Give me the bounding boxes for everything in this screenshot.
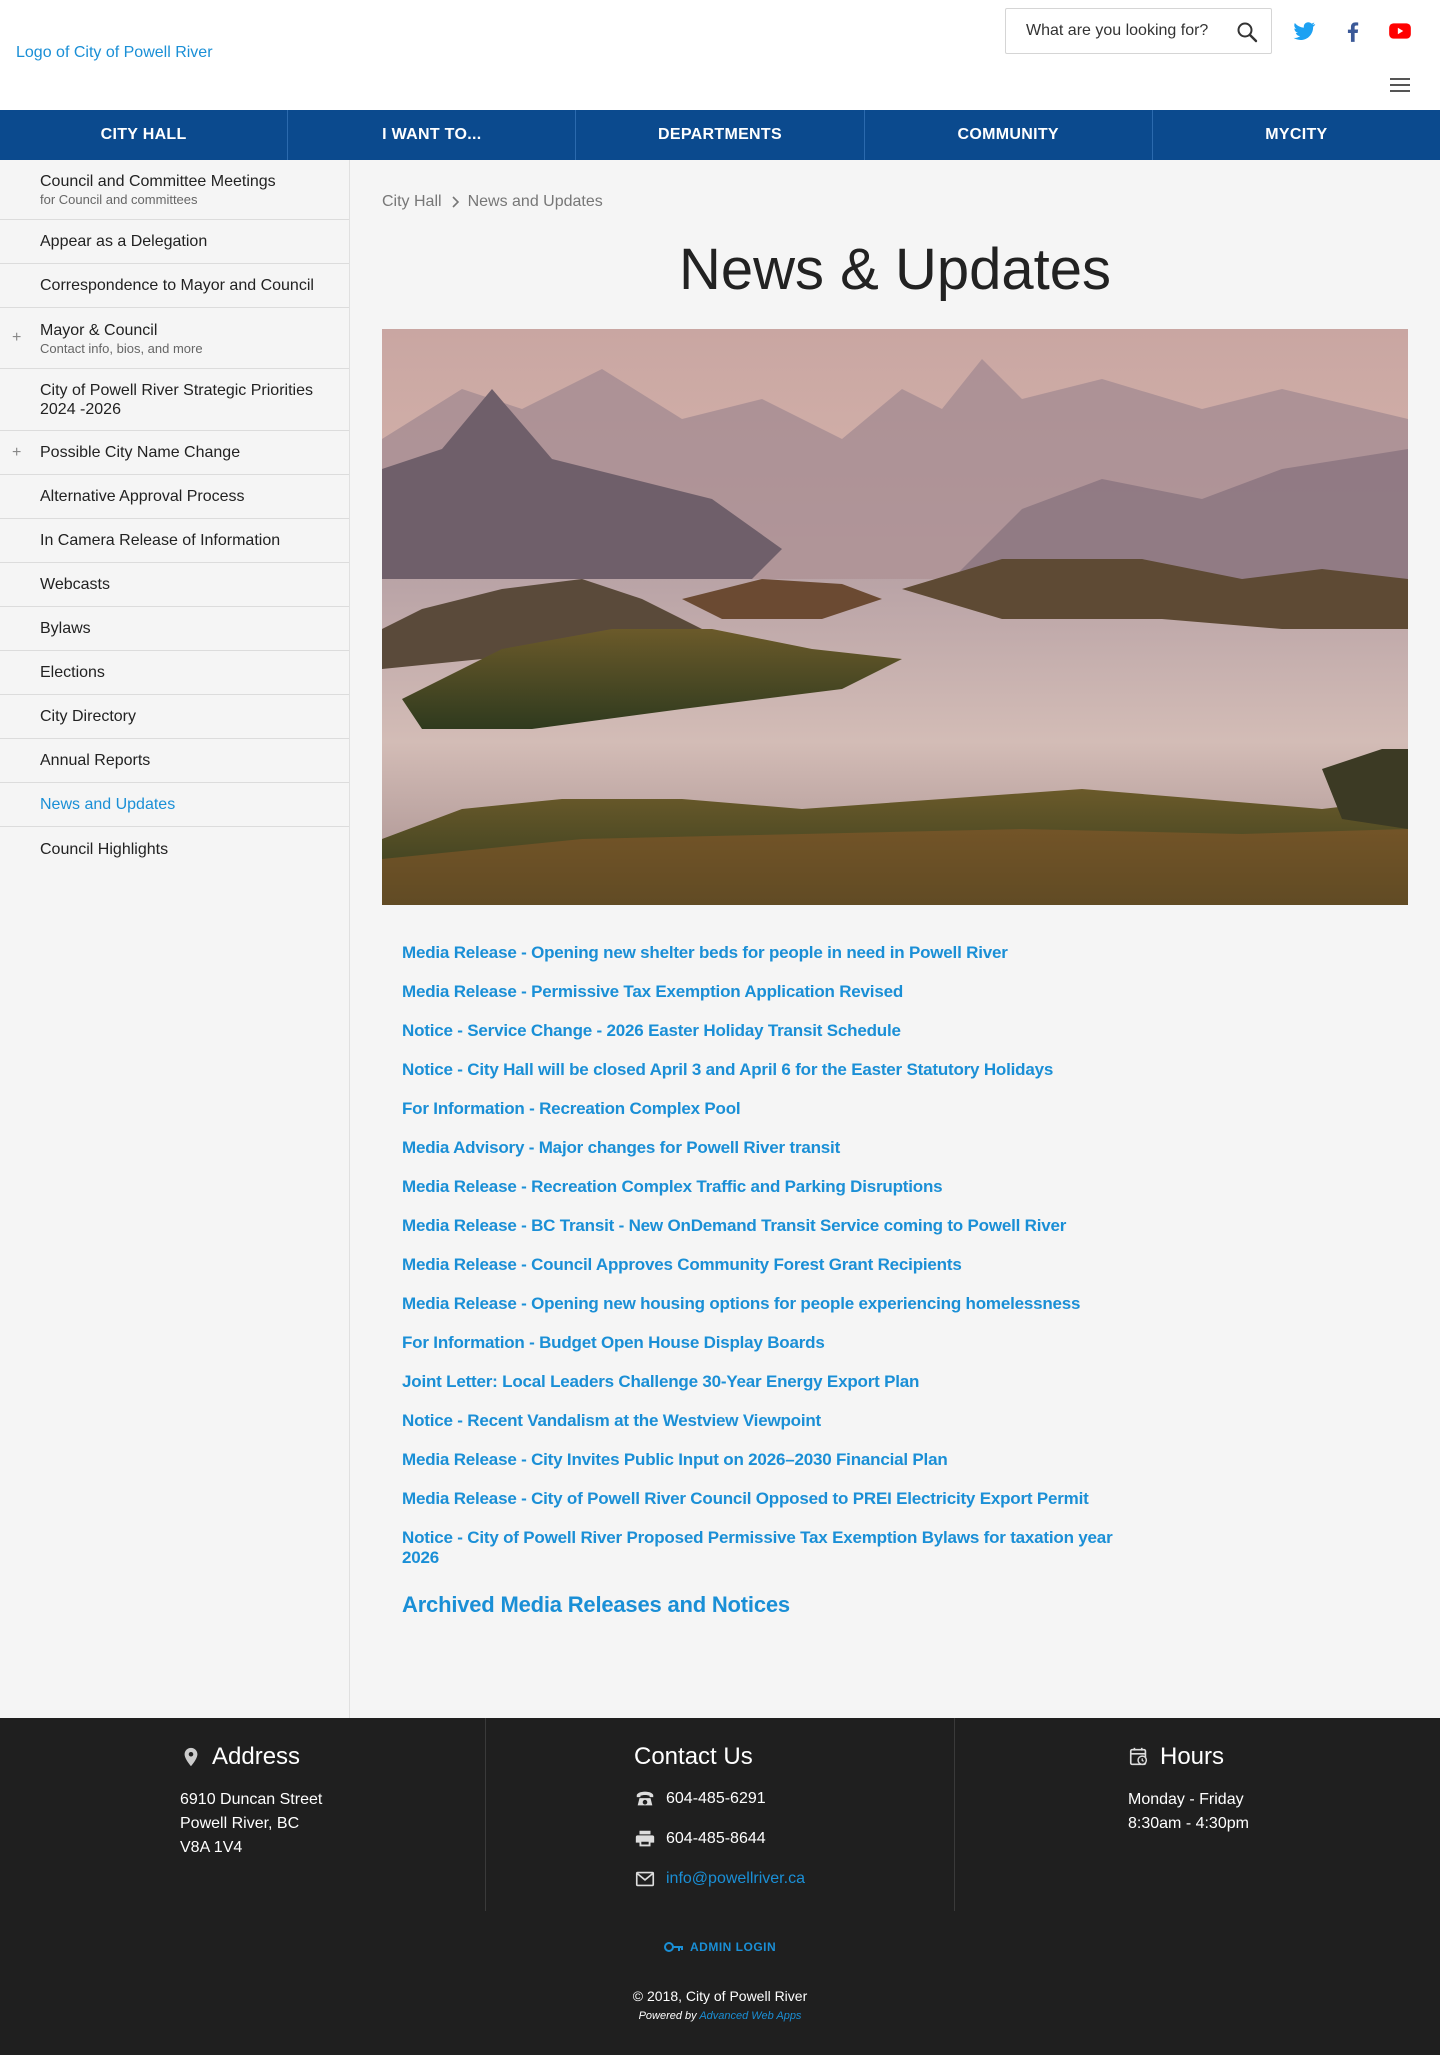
news-link[interactable]: Notice - Recent Vandalism at the Westview Viewpoint (402, 1411, 822, 1430)
news-link[interactable]: Notice - City of Powell River Proposed Permissive Tax Exemption Bylaws for taxation year 2026 (402, 1528, 1113, 1567)
sidebar-item-label: Council Highlights (40, 840, 169, 858)
map-pin-icon (180, 1746, 202, 1768)
news-link[interactable]: Joint Letter: Local Leaders Challenge 30-Year Energy Export Plan (402, 1372, 920, 1391)
hero-image (382, 329, 1408, 905)
email-link[interactable]: info@powellriver.ca (666, 1870, 805, 1887)
news-link[interactable]: Media Release - City Invites Public Input on 2026–2030 Financial Plan (402, 1450, 948, 1469)
sidebar-item-correspondence[interactable] (0, 264, 349, 308)
nav-community[interactable]: COMMUNITY (865, 110, 1153, 160)
address-line1: 6910 Duncan Street (180, 1791, 323, 1808)
sidebar-item-mayor-council[interactable] (0, 308, 349, 369)
site-header (0, 0, 1440, 110)
news-link[interactable]: Media Advisory - Major changes for Powell River transit (402, 1138, 841, 1157)
sidebar-item-in-camera[interactable] (0, 519, 349, 563)
sidebar-item-city-directory[interactable] (0, 695, 349, 739)
key-icon (664, 1941, 684, 1953)
sidebar (0, 160, 350, 1718)
news-link[interactable]: For Information - Recreation Complex Pool (402, 1099, 741, 1118)
footer-email (634, 1866, 954, 1892)
sidebar-item-sub: for Council and committees (40, 192, 198, 207)
sidebar-item-label: Webcasts (40, 576, 110, 593)
page-title: News & Updates (679, 237, 1111, 302)
news-link[interactable]: Media Release - Opening new housing options for people experiencing homelessness (402, 1294, 1081, 1313)
sidebar-item-label: Alternative Approval Process (40, 488, 245, 505)
sidebar-item-label: City Directory (40, 708, 137, 725)
search-box (1005, 8, 1272, 54)
hours-time: 8:30am - 4:30pm (1128, 1815, 1249, 1832)
breadcrumb (382, 192, 1408, 212)
footer-hours-heading (1128, 1742, 1440, 1772)
sidebar-item-sub: Contact info, bios, and more (40, 340, 203, 356)
site-footer (0, 1718, 1440, 2055)
news-link[interactable]: Media Release - BC Transit - New OnDemand Transit Service coming to Powell River (402, 1216, 1067, 1235)
sidebar-item-webcasts[interactable] (0, 563, 349, 607)
footer-address-text (180, 1788, 485, 1860)
news-link[interactable]: Media Release - Permissive Tax Exemption Application Revised (402, 982, 904, 1001)
sidebar-item-label: Elections (40, 664, 105, 681)
news-link[interactable]: Notice - Service Change - 2026 Easter Holiday Transit Schedule (402, 1021, 901, 1040)
archived-link[interactable]: Archived Media Releases and Notices (402, 1592, 790, 1617)
admin-login-link[interactable] (664, 1940, 776, 1954)
news-link[interactable]: Media Release - Opening new shelter beds for people in need in Powell River (402, 943, 1008, 962)
expand-plus-icon[interactable]: + (12, 329, 22, 346)
menu-icon[interactable] (1390, 78, 1410, 92)
sidebar-item-label: Mayor & Council (40, 321, 158, 339)
sidebar-item-delegation[interactable] (0, 220, 349, 264)
footer-hours-text (1128, 1788, 1440, 1836)
printer-icon (634, 1828, 656, 1850)
news-list (382, 943, 1142, 1618)
site-logo[interactable]: Logo of City of Powell River (16, 44, 213, 61)
sidebar-item-council-highlights[interactable] (0, 827, 349, 871)
breadcrumb-current: News and Updates (467, 193, 603, 210)
sidebar-item-strategic-priorities[interactable] (0, 369, 349, 431)
footer-hours-title: Hours (1160, 1743, 1225, 1770)
sidebar-item-label: Correspondence to Mayor and Council (40, 277, 314, 294)
footer-hours (1128, 1718, 1440, 1911)
sidebar-item-label: City of Powell River Strategic Priorities 2024 -2026 (40, 381, 313, 418)
footer-fax (634, 1826, 954, 1852)
breadcrumb-home[interactable]: City Hall (382, 193, 442, 210)
powered-by (0, 2010, 1440, 2022)
fax-number: 604-485-8644 (666, 1830, 766, 1847)
main-nav (0, 110, 1440, 160)
footer-address (180, 1718, 485, 1911)
powered-prefix: Powered by (638, 2010, 697, 2022)
sidebar-item-label: Appear as a Delegation (40, 233, 208, 250)
address-line2: Powell River, BC (180, 1815, 300, 1832)
sidebar-item-label: Bylaws (40, 620, 91, 637)
youtube-icon[interactable] (1387, 18, 1413, 44)
sidebar-item-label: Annual Reports (40, 752, 151, 769)
expand-plus-icon[interactable]: + (12, 443, 22, 461)
twitter-icon[interactable] (1291, 18, 1317, 44)
sidebar-item-elections[interactable] (0, 651, 349, 695)
address-line3: V8A 1V4 (180, 1839, 243, 1856)
sidebar-item-approval-process[interactable] (0, 475, 349, 519)
search-input[interactable] (1006, 9, 1216, 53)
footer-address-title: Address (212, 1743, 301, 1770)
sidebar-item-label: Possible City Name Change (40, 444, 241, 461)
news-link[interactable]: Notice - City Hall will be closed April 3 and April 6 for the Easter Statutory Holidays (402, 1060, 1054, 1079)
nav-departments[interactable]: DEPARTMENTS (576, 110, 864, 160)
nav-i-want-to[interactable]: I WANT TO... (288, 110, 576, 160)
news-link[interactable]: Media Release - Recreation Complex Traffic and Parking Disruptions (402, 1177, 943, 1196)
phone-number: 604-485-6291 (666, 1790, 766, 1807)
footer-contact-heading (634, 1742, 954, 1772)
footer-contact-title: Contact Us (634, 1743, 753, 1770)
admin-login-label: ADMIN LOGIN (690, 1940, 777, 1954)
footer-contact (485, 1718, 955, 1911)
facebook-icon[interactable] (1340, 18, 1366, 44)
phone-icon (634, 1788, 656, 1810)
news-link[interactable]: For Information - Budget Open House Display Boards (402, 1333, 825, 1352)
footer-phone (634, 1786, 954, 1812)
footer-address-heading (180, 1742, 485, 1772)
sidebar-item-label: News and Updates (40, 796, 176, 813)
sidebar-item-city-name-change[interactable] (0, 431, 349, 475)
nav-mycity[interactable]: MYCITY (1265, 126, 1328, 143)
sidebar-item-bylaws[interactable] (0, 607, 349, 651)
mail-icon (634, 1868, 656, 1890)
news-link[interactable]: Media Release - Council Approves Community Forest Grant Recipients (402, 1255, 962, 1274)
search-icon[interactable] (1235, 20, 1259, 44)
news-link[interactable]: Media Release - City of Powell River Council Opposed to PREI Electricity Export Permit (402, 1489, 1089, 1508)
main-content (350, 160, 1440, 1718)
sidebar-item-label: Council and Committee Meetings (40, 173, 276, 190)
sidebar-item-label: In Camera Release of Information (40, 532, 281, 549)
copyright: © 2018, City of Powell River (632, 1988, 808, 2004)
chevron-right-icon (450, 196, 460, 208)
powered-link[interactable]: Advanced Web Apps (699, 2010, 802, 2022)
calendar-clock-icon (1128, 1746, 1150, 1768)
hours-days: Monday - Friday (1128, 1791, 1244, 1808)
nav-city-hall[interactable]: CITY HALL (0, 110, 288, 160)
sidebar-item-council-meetings[interactable] (0, 160, 349, 220)
sidebar-item-annual-reports[interactable] (0, 739, 349, 783)
sidebar-item-news-updates[interactable] (0, 783, 349, 827)
